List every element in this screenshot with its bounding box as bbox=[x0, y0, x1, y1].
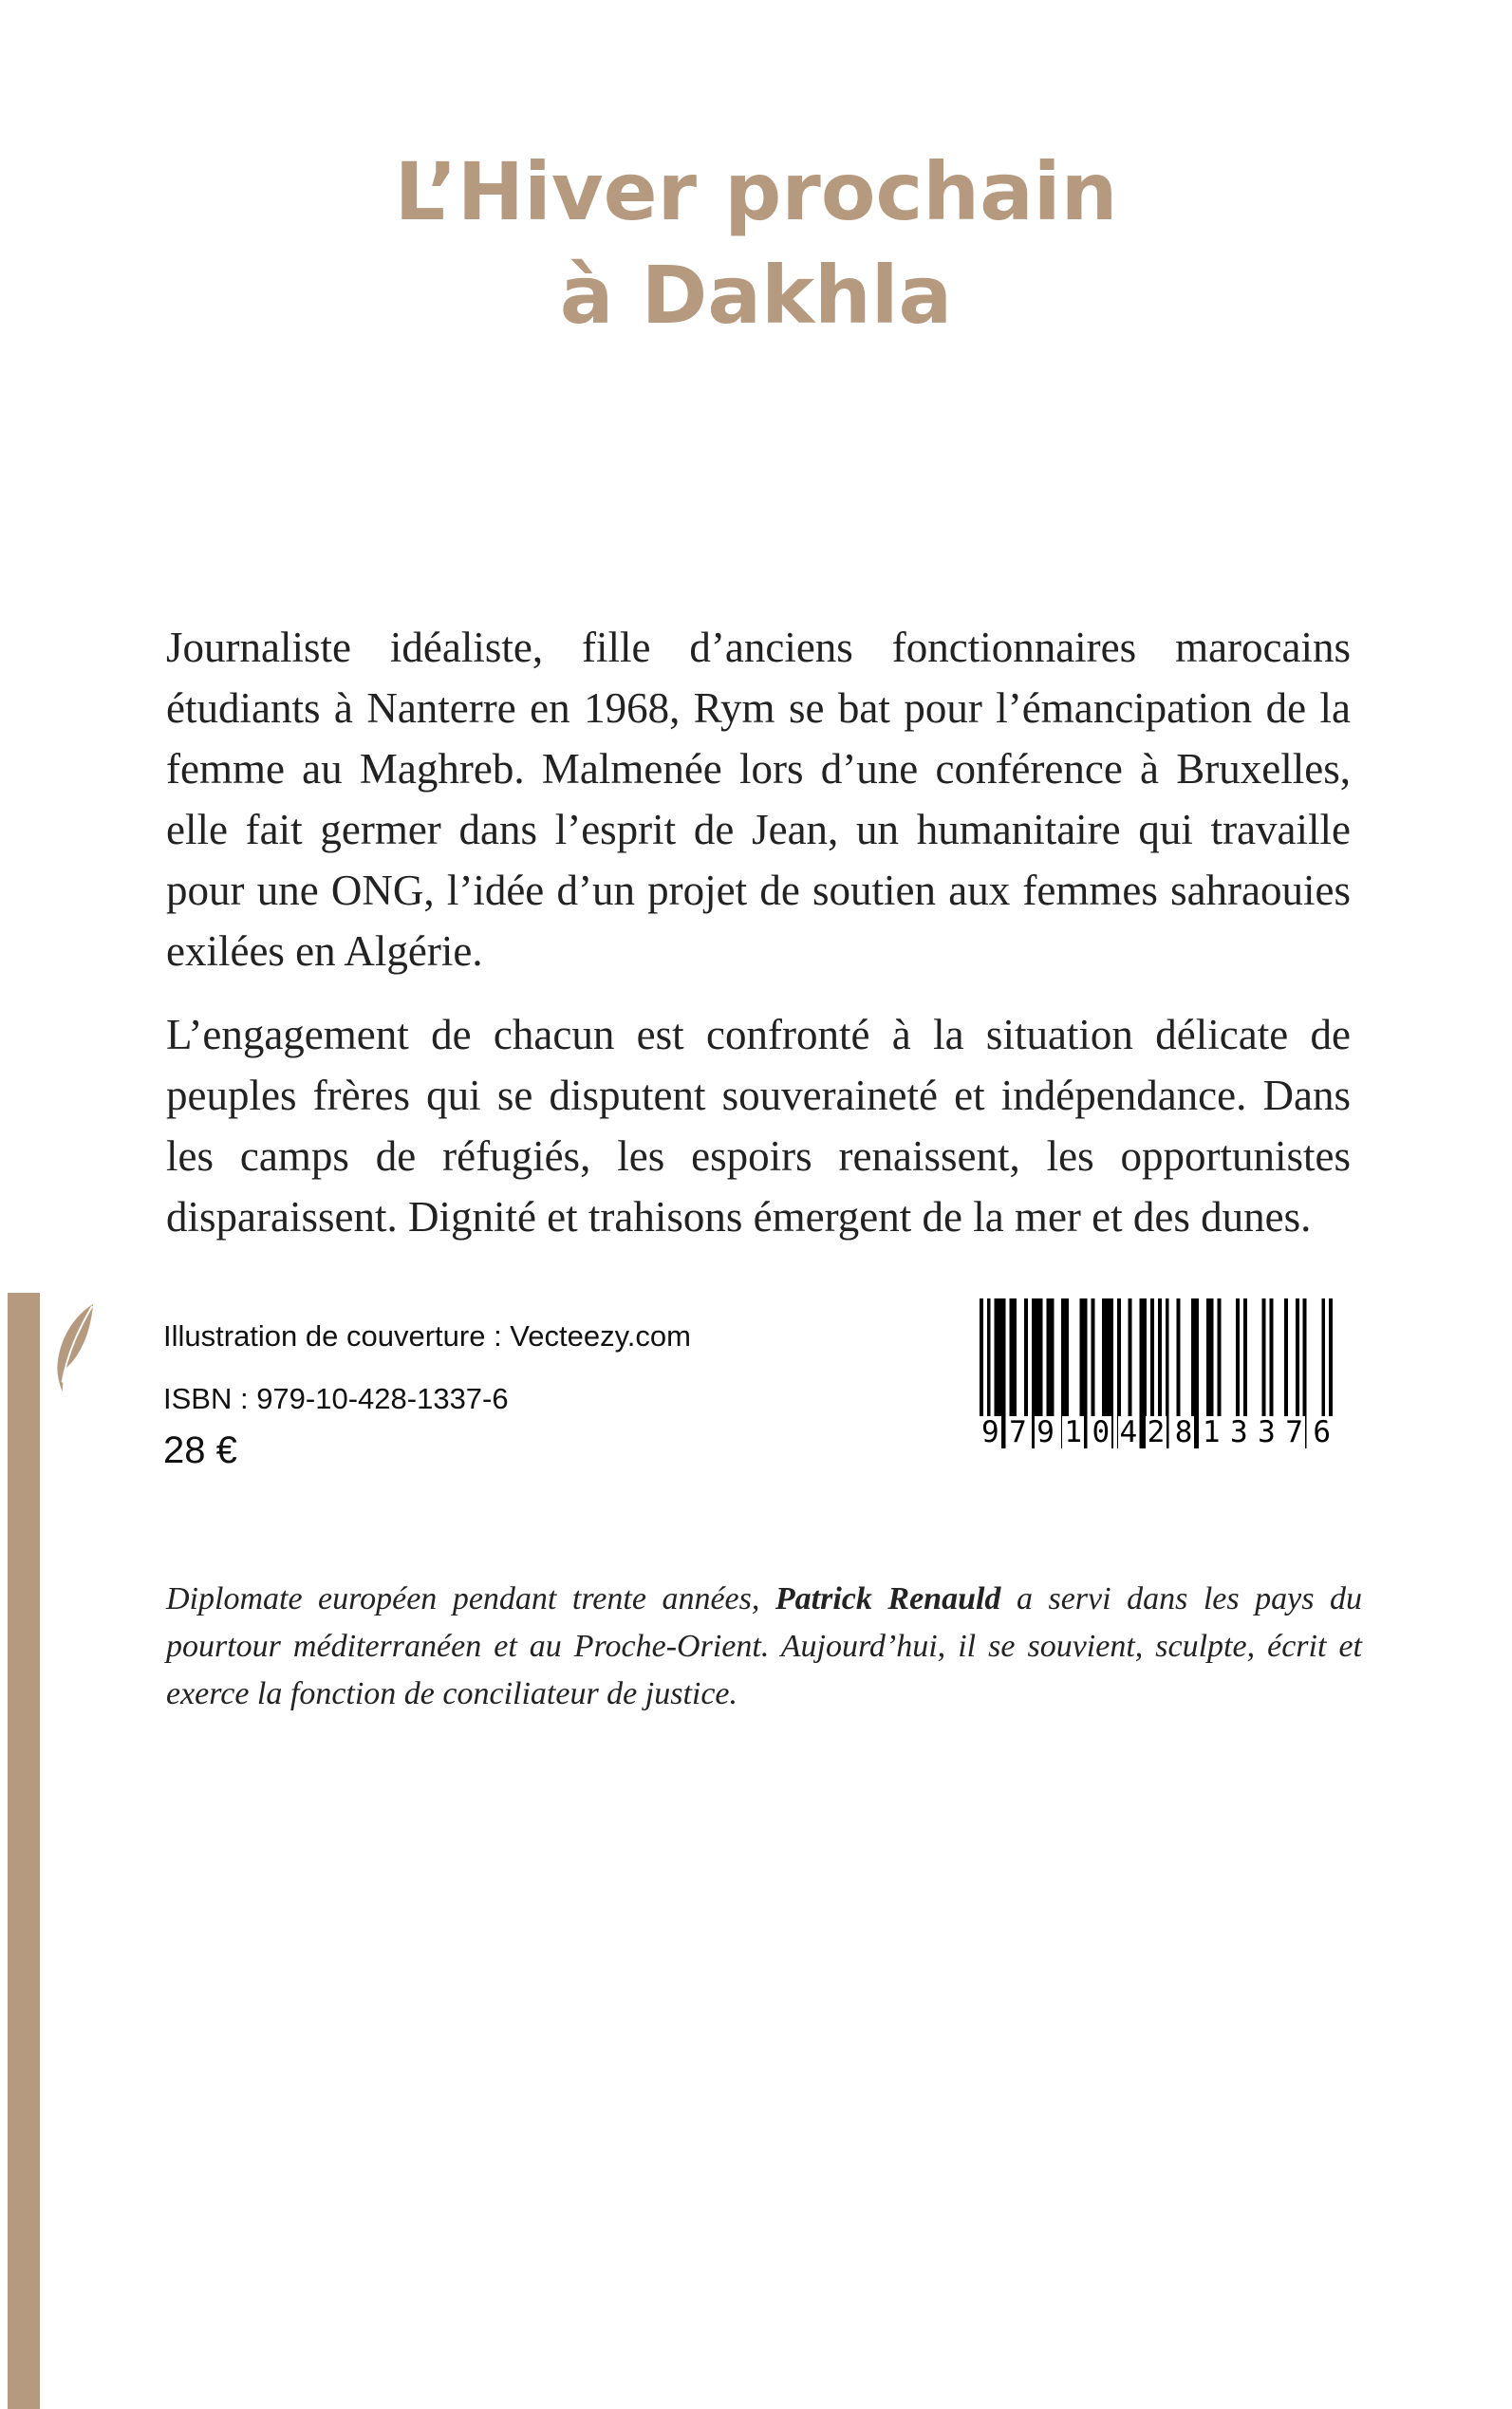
isbn-text: ISBN : 979-10-428-1337-6 bbox=[163, 1382, 509, 1415]
price-text: 28 € bbox=[163, 1429, 237, 1471]
illustration-credit: Illustration de couverture : Vecteezy.com bbox=[163, 1319, 691, 1353]
author-bio-suffix: a servi dans les pays du pourtour méditerranéen et au Proche-Orient. Aujourd’hui, il se souvient, sculpte, écrit et exerce la fonction de conciliateur de justice. bbox=[166, 1581, 1362, 1711]
barcode-number: 9 7 9 1 0 4 2 8 1 3 3 7 6 bbox=[981, 1415, 1331, 1449]
synopsis bbox=[166, 617, 1351, 1247]
barcode bbox=[980, 1298, 1333, 1448]
book-title-line-2: à Dakhla bbox=[559, 249, 953, 343]
author-name: Patrick Renauld bbox=[775, 1581, 1001, 1616]
author-bio-prefix: Diplomate européen pendant trente années, bbox=[166, 1581, 775, 1616]
synopsis-paragraph-2: L’engagement de chacun est confronté à la situation délicate de peuples frères qui se disputent souveraineté et indépendance. Dans les camps de réfugiés, les espoirs renaissent, les opportunistes disparaissent. Dignité et trahisons émergent de la mer et des dunes. bbox=[166, 1011, 1351, 1241]
author-bio bbox=[166, 1576, 1362, 1718]
spine-accent-stripe bbox=[8, 1293, 40, 2409]
synopsis-paragraph-1: Journaliste idéaliste, fille d’anciens fonctionnaires marocains étudiants à Nanterre en 1968, Rym se bat pour l’émancipation de la femme au Maghreb. Malmenée lors d’une conférence à Bruxelles, elle fait germer dans l’esprit de Jean, un humanitaire qui travaille pour une ONG, l’idée d’un projet de soutien aux femmes sahraouies exilées en Algérie. bbox=[166, 624, 1351, 975]
book-title-line-1: L’Hiver prochain bbox=[394, 145, 1118, 238]
book-title bbox=[0, 140, 1512, 347]
feather-logo-icon bbox=[51, 1302, 97, 1393]
